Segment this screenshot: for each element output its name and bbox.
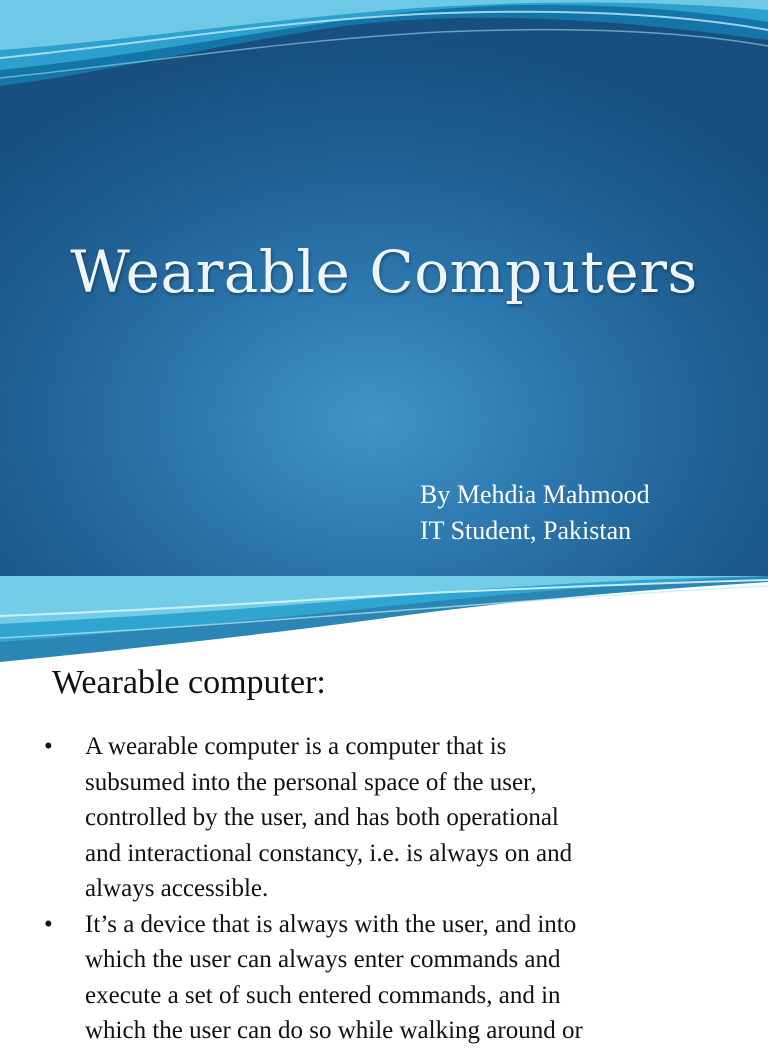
bullet-text-line: which the user can do so while walking around or	[85, 1017, 583, 1044]
bullet-icon: •	[44, 910, 53, 938]
author-affiliation: IT Student, Pakistan	[420, 516, 632, 545]
bullet-list	[44, 729, 724, 1049]
bullet-text-line: A wearable computer is a computer that is	[85, 733, 507, 760]
bullet-text-line: and interactional constancy, i.e. is always on and	[85, 839, 573, 867]
top-wave-decoration	[0, 0, 768, 110]
content-slide	[0, 576, 768, 1044]
bullet-text-line: which the user can always enter commands and	[85, 946, 561, 973]
bullet-text-line: controlled by the user, and has both operational	[85, 804, 559, 831]
list-item	[44, 907, 724, 1049]
bullet-icon: •	[44, 733, 53, 760]
author-name: By Mehdia Mahmood	[420, 480, 650, 509]
bullet-text-line: always accessible.	[85, 875, 269, 902]
list-item	[44, 729, 724, 907]
bullet-text-line: execute a set of such entered commands, and in	[85, 981, 561, 1009]
slide2-wave-decoration	[0, 576, 768, 666]
bullet-text-line: It’s a device that is always with the user, and into	[85, 910, 577, 938]
bullet-text-line: subsumed into the personal space of the user,	[85, 768, 537, 796]
slide-title: Wearable Computers	[70, 238, 698, 306]
section-heading: Wearable computer:	[52, 664, 326, 701]
author-block	[420, 477, 750, 549]
